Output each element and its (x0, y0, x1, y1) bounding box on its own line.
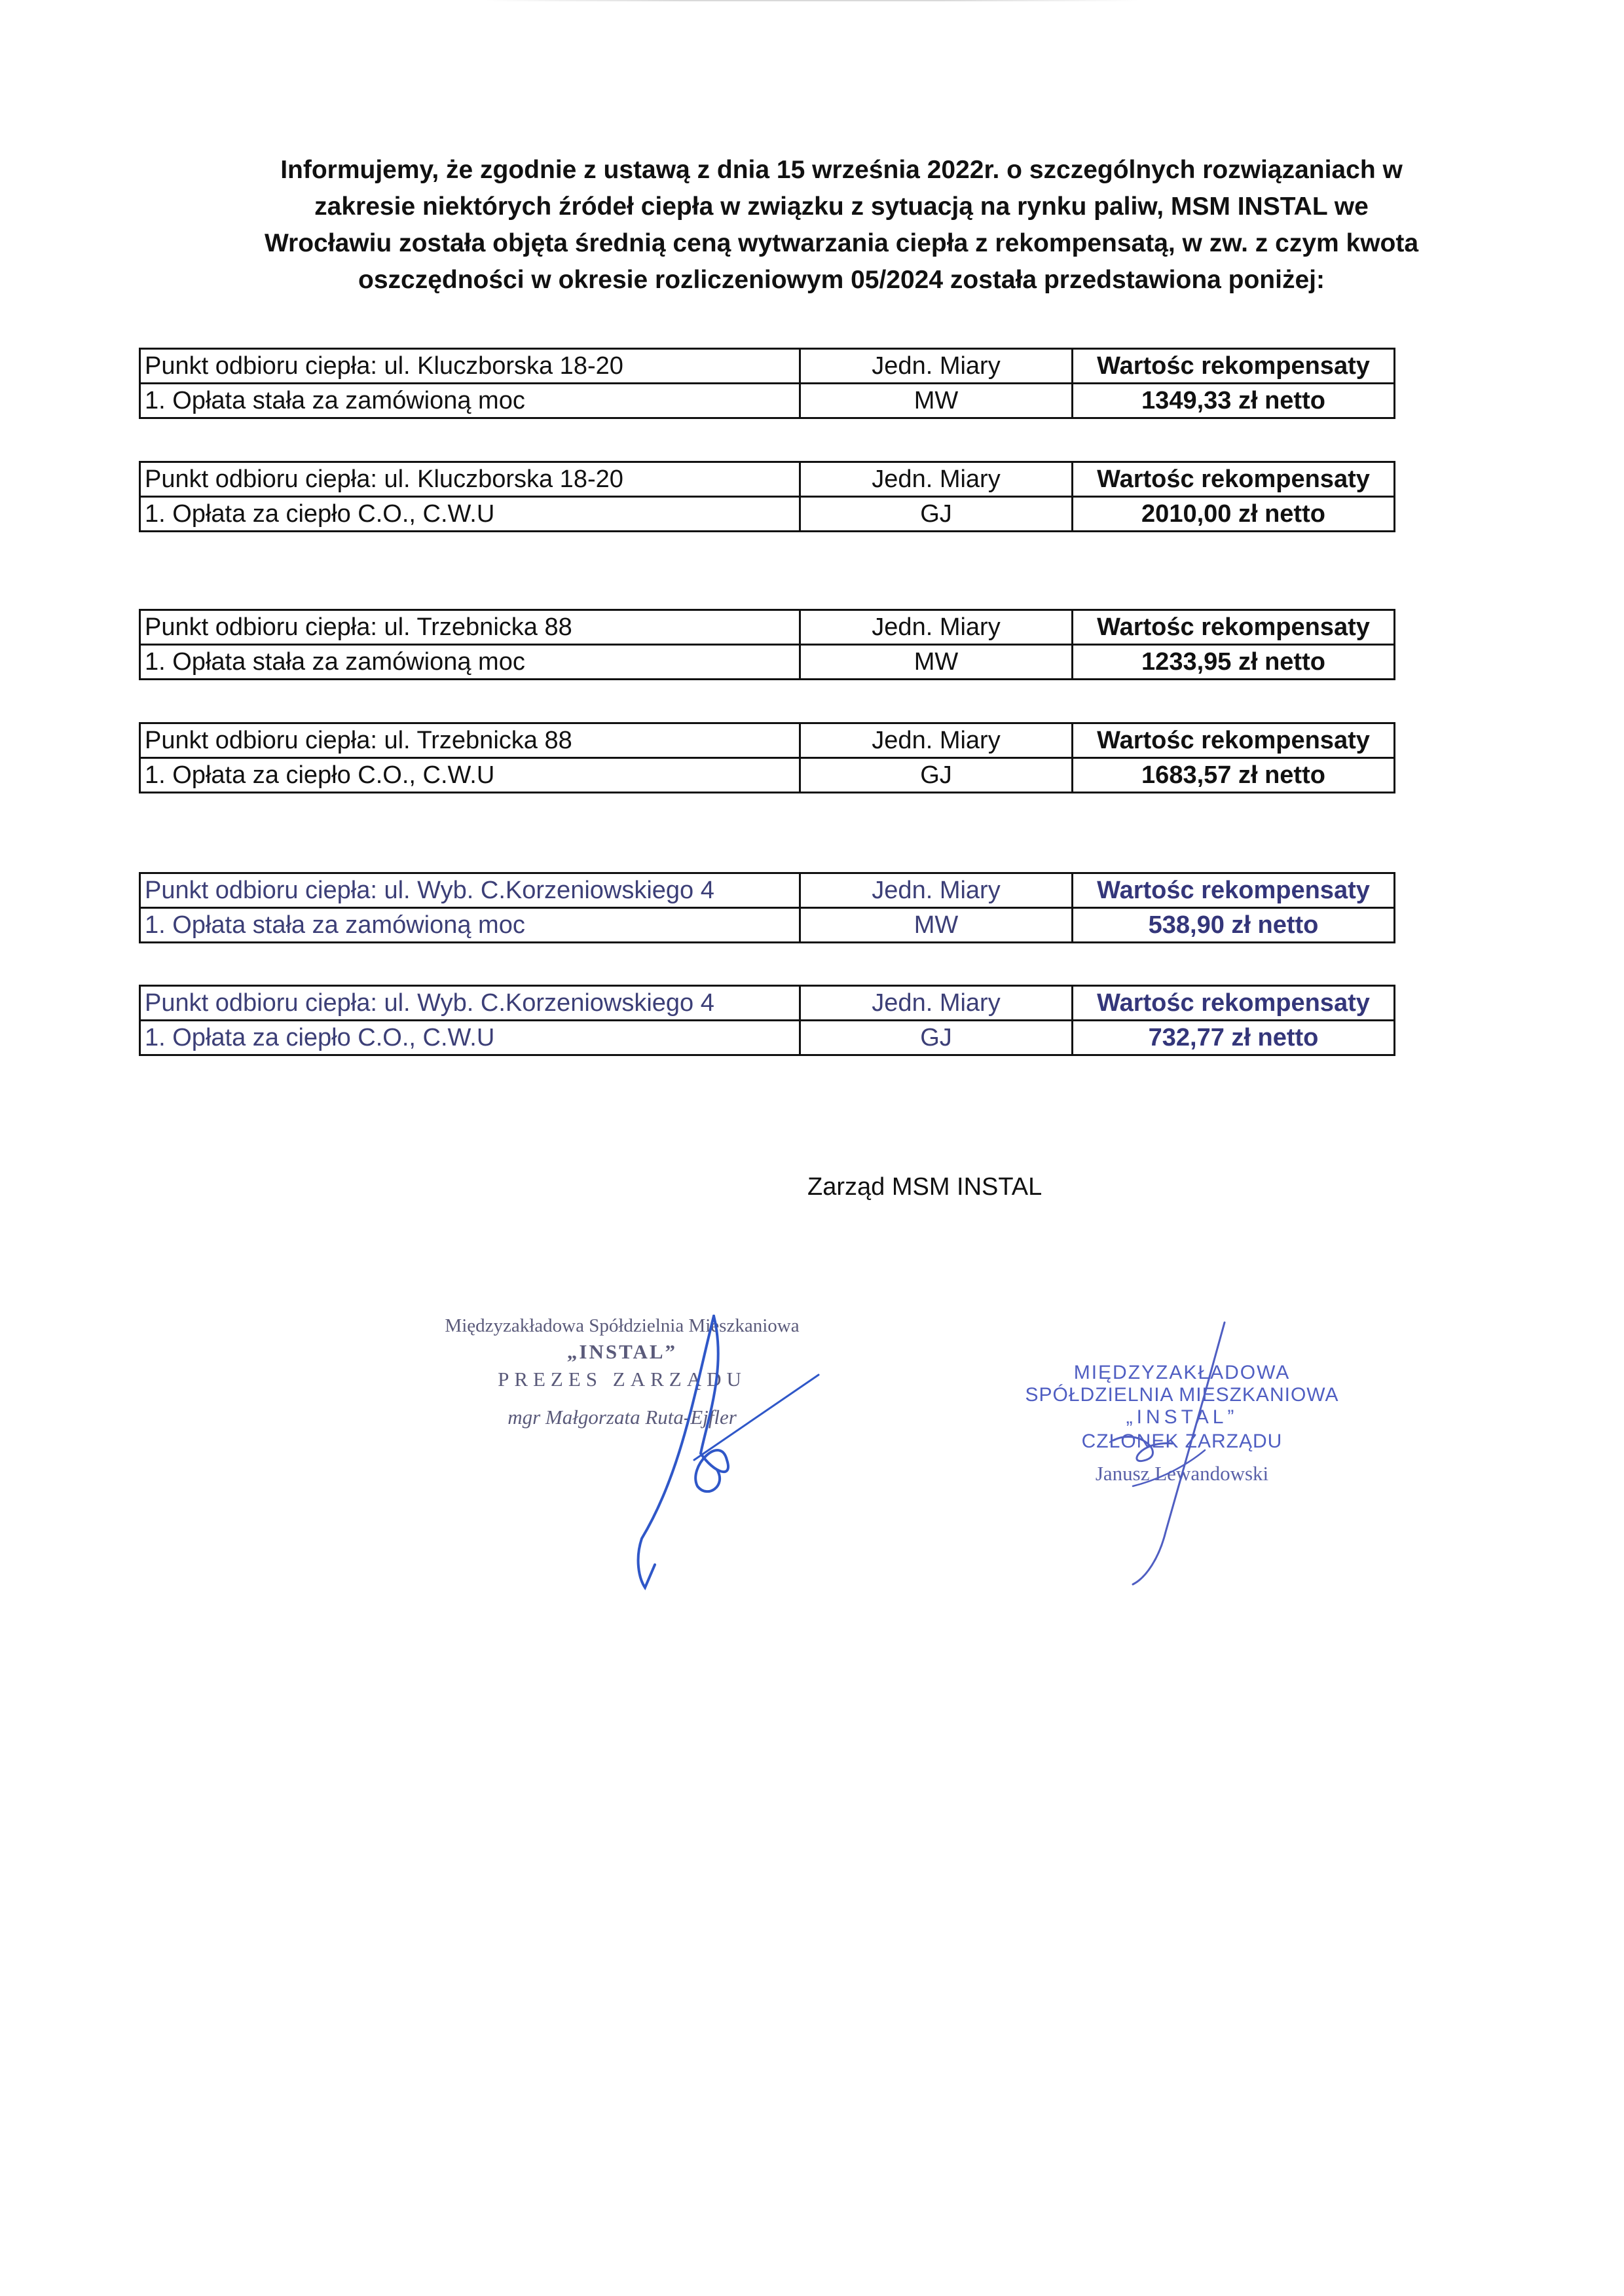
stamp-line-person: Janusz Lewandowski (1095, 1462, 1269, 1485)
unit-header-cell: Jedn. Miary (800, 462, 1073, 497)
stamp-line-role: CZŁONEK ZARZĄDU (1081, 1430, 1283, 1452)
unit-cell: GJ (800, 497, 1073, 532)
stamp-role: PREZES ZARZĄDU (498, 1368, 747, 1391)
intro-line-2: zakresie niektórych źródeł ciepła w związku z sytuacją na rynku paliw, MSM INSTAL we (314, 192, 1369, 221)
table-row (140, 758, 1395, 793)
compensation-value-cell: 538,90 zł netto (1073, 908, 1395, 943)
board-member-stamp (999, 1362, 1365, 1493)
table-header-row (140, 349, 1395, 384)
stamp-instal-name: „INSTAL” (566, 1340, 678, 1363)
fee-item-cell: 1. Opłata za ciepło C.O., C.W.U (140, 497, 800, 532)
fee-item-cell: 1. Opłata za ciepło C.O., C.W.U (140, 1021, 800, 1055)
table-row (140, 645, 1395, 680)
stamp-line-cooperative: SPÓŁDZIELNIA MIESZKANIOWA (1025, 1384, 1339, 1406)
fee-item-cell: 1. Opłata stała za zamówioną moc (140, 908, 800, 943)
table-header-row (140, 873, 1395, 908)
compensation-value-cell: 1349,33 zł netto (1073, 384, 1395, 418)
value-header-cell: Wartośc rekompensaty (1073, 873, 1395, 908)
unit-header-cell: Jedn. Miary (800, 873, 1073, 908)
unit-header-cell: Jedn. Miary (800, 986, 1073, 1021)
compensation-value-cell: 1233,95 zł netto (1073, 645, 1395, 680)
compensation-table-kluczborska-heat (139, 461, 1395, 532)
intro-paragraph (131, 152, 1552, 299)
stamp-person-name: mgr Małgorzata Ruta-Ejfler (507, 1406, 737, 1429)
table-row (140, 384, 1395, 418)
unit-header-cell: Jedn. Miary (800, 610, 1073, 645)
intro-line-1: Informujemy, że zgodnie z ustawą z dnia 15 września 2022r. o szczególnych rozwiązaniach w (280, 156, 1403, 184)
fee-item-cell: 1. Opłata za ciepło C.O., C.W.U (140, 758, 800, 793)
unit-cell: MW (800, 908, 1073, 943)
intro-line-3: Wrocławiu została objęta średnią ceną wytwarzania ciepła z rekompensatą, w zw. z czym kwota (264, 229, 1419, 257)
heat-point-cell: Punkt odbioru ciepła: ul. Kluczborska 18-20 (140, 349, 800, 384)
stamp-line-instal: „INSTAL” (1126, 1406, 1238, 1428)
heat-point-cell: Punkt odbioru ciepła: ul. Kluczborska 18-20 (140, 462, 800, 497)
unit-cell: GJ (800, 758, 1073, 793)
unit-cell: MW (800, 384, 1073, 418)
compensation-value-cell: 2010,00 zł netto (1073, 497, 1395, 532)
fee-item-cell: 1. Opłata stała za zamówioną moc (140, 384, 800, 418)
compensation-table-kluczborska-power (139, 348, 1395, 419)
heat-point-cell: Punkt odbioru ciepła: ul. Trzebnicka 88 (140, 723, 800, 758)
unit-header-cell: Jedn. Miary (800, 723, 1073, 758)
table-header-row (140, 723, 1395, 758)
unit-header-cell: Jedn. Miary (800, 349, 1073, 384)
table-row (140, 1021, 1395, 1055)
stamp-cooperative-name: Międzyzakładowa Spółdzielnia Mieszkaniowa (445, 1315, 800, 1336)
scan-top-edge-line (485, 0, 1139, 1)
value-header-cell: Wartośc rekompensaty (1073, 610, 1395, 645)
compensation-table-korzeniowskiego-power (139, 872, 1395, 943)
heat-point-cell: Punkt odbioru ciepła: ul. Trzebnicka 88 (140, 610, 800, 645)
value-header-cell: Wartośc rekompensaty (1073, 723, 1395, 758)
table-header-row (140, 610, 1395, 645)
board-signoff: Zarząd MSM INSTAL (807, 1173, 1043, 1201)
table-header-row (140, 986, 1395, 1021)
unit-cell: GJ (800, 1021, 1073, 1055)
value-header-cell: Wartośc rekompensaty (1073, 986, 1395, 1021)
compensation-value-cell: 1683,57 zł netto (1073, 758, 1395, 793)
compensation-value-cell: 732,77 zł netto (1073, 1021, 1395, 1055)
table-row (140, 497, 1395, 532)
unit-cell: MW (800, 645, 1073, 680)
table-row (140, 908, 1395, 943)
president-stamp (419, 1313, 825, 1441)
compensation-table-trzebnicka-power (139, 609, 1395, 680)
fee-item-cell: 1. Opłata stała za zamówioną moc (140, 645, 800, 680)
intro-line-4: oszczędności w okresie rozliczeniowym 05/2024 została przedstawiona poniżej: (358, 266, 1325, 294)
value-header-cell: Wartośc rekompensaty (1073, 349, 1395, 384)
compensation-table-trzebnicka-heat (139, 722, 1395, 793)
value-header-cell: Wartośc rekompensaty (1073, 462, 1395, 497)
heat-point-cell: Punkt odbioru ciepła: ul. Wyb. C.Korzeniowskiego 4 (140, 986, 800, 1021)
heat-point-cell: Punkt odbioru ciepła: ul. Wyb. C.Korzeniowskiego 4 (140, 873, 800, 908)
compensation-table-korzeniowskiego-heat (139, 985, 1395, 1056)
stamp-line-intercompany: MIĘDZYZAKŁADOWA (1073, 1362, 1291, 1383)
table-header-row (140, 462, 1395, 497)
